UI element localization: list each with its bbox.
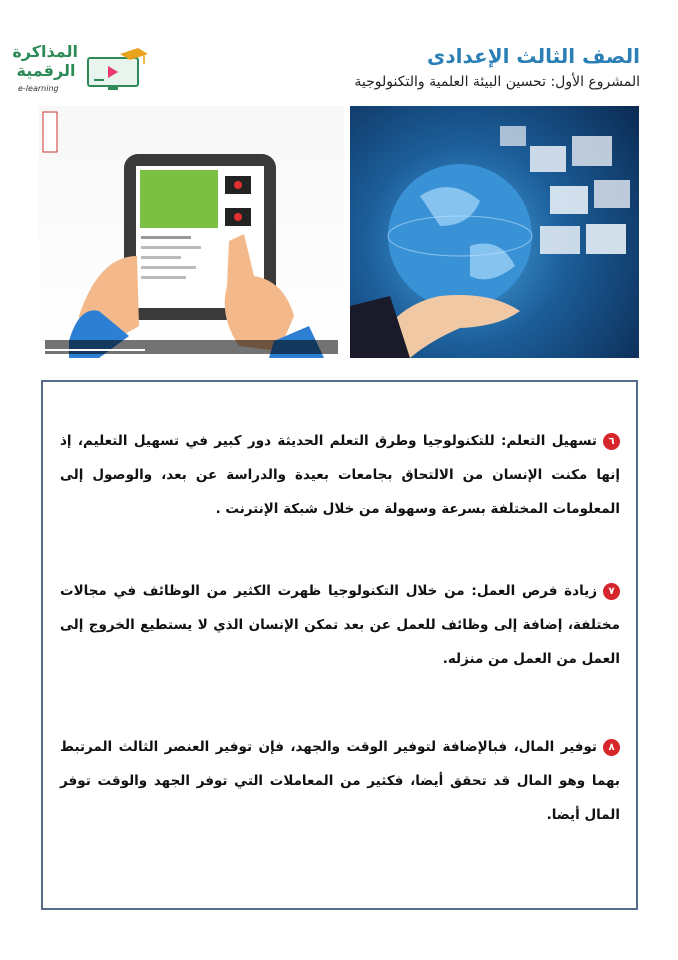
list-item <box>60 730 620 832</box>
logo-text <box>14 42 78 80</box>
logo-text-line2: الرقمية <box>16 61 76 80</box>
globe-illustration <box>350 106 639 358</box>
hand-globe-image <box>350 106 639 358</box>
elearning-logo <box>14 36 174 102</box>
item-text: توفير المال، فبالإضافة لتوفير الوقت والجهد، فإن توفير العنصر الثالث المرتبط بهما وهو المال قد تحقق أيضا، فكثير من المعاملات التي توفر الجهد والوقت توفر المال أيضا. <box>60 739 620 823</box>
item-text: زيادة فرص العمل: من خلال التكنولوجيا ظهرت الكثير من الوظائف في مجالات مختلفة، إضافة إلى وظائف للعمل عن بعد تمكن الإنسان الذي لا يستطيع الخروج إلى العمل من العمل من منزله. <box>60 583 620 667</box>
logo-text-line1: المذاكرة <box>12 42 78 61</box>
header-title-block <box>220 42 640 92</box>
page-subtitle: المشروع الأول: تحسين البيئة العلمية والتكنولوجية <box>354 74 640 90</box>
list-item <box>60 424 620 526</box>
tablet-video-image <box>39 106 344 358</box>
item-number-badge: ٨ <box>603 739 620 756</box>
item-text: تسهيل التعلم: للتكنولوجيا وطرق التعلم الحديثة دور كبير في تسهيل التعليم، إذ إنها مكنت الإنسان من الالتحاق بجامعات بعيدة والدراسة عن بعد، والوصول إلى المعلومات المختلفة بسرعة وسهولة من خلال شبكة الإنترنت . <box>60 433 620 517</box>
item-number-badge: ٦ <box>603 433 620 450</box>
item-number-badge: ٧ <box>603 583 620 600</box>
content-box <box>41 380 638 910</box>
list-item <box>60 574 620 676</box>
logo-subtext: e-learning <box>18 84 59 93</box>
tablet-illustration <box>39 106 344 358</box>
page-title: الصف الثالث الإعدادى <box>427 44 640 68</box>
monitor-graduation-icon <box>86 48 148 92</box>
